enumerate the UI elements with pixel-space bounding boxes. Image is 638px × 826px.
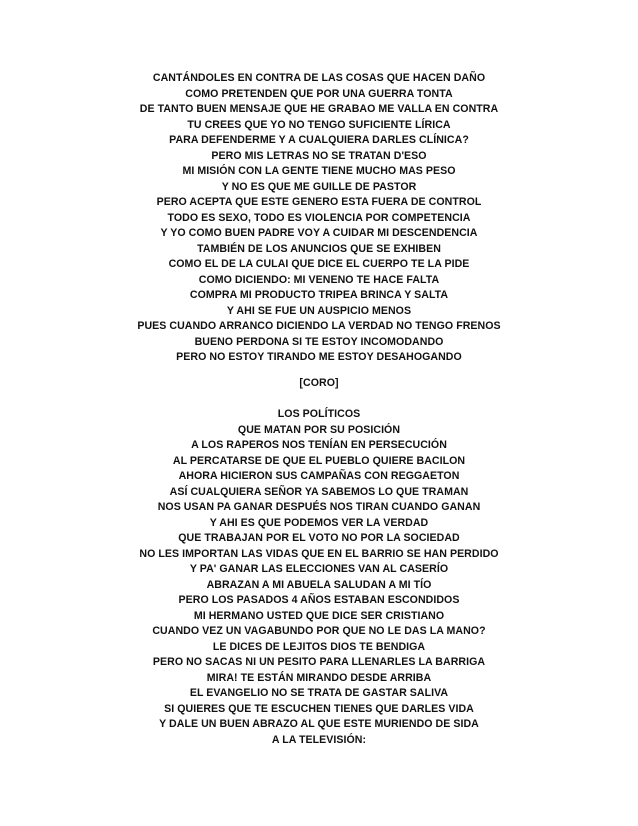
lyric-line: LOS POLÍTICOS xyxy=(277,408,361,420)
lyric-line: A LOS RAPEROS NOS TENÍAN EN PERSECUCIÓN xyxy=(191,439,447,451)
lyric-line: Y YO COMO BUEN PADRE VOY A CUIDAR MI DESCENDENCIA xyxy=(160,227,478,239)
lyric-line: NOS USAN PA GANAR DESPUÉS NOS TIRAN CUANDO GANAN xyxy=(157,501,481,513)
lyric-line: PERO NO ESTOY TIRANDO ME ESTOY DESAHOGANDO xyxy=(176,351,462,363)
lyric-line: QUE MATAN POR SU POSICIÓN xyxy=(237,423,401,436)
lyric-line: A LA TELEVISIÓN: xyxy=(271,733,367,746)
lyric-line: COMO PRETENDEN QUE POR UNA GUERRA TONTA xyxy=(185,87,453,100)
verse-block xyxy=(60,71,578,366)
lyric-line: COMO DICIENDO: MI VENENO TE HACE FALTA xyxy=(198,273,440,286)
lyric-line: TODO ES SEXO, TODO ES VIOLENCIA POR COMPETENCIA xyxy=(167,211,471,224)
lyric-line: ABRAZAN A MI ABUELA SALUDAN A MI TÍO xyxy=(206,578,432,591)
lyric-line: Y AHI ES QUE PODEMOS VER LA VERDAD xyxy=(209,516,429,529)
lyric-line: MI HERMANO USTED QUE DICE SER CRISTIANO xyxy=(193,609,445,622)
lyric-line: CUANDO VEZ UN VAGABUNDO POR QUE NO LE DAS LA MANO? xyxy=(152,625,486,637)
lyric-line: ASÍ CUALQUIERA SEÑOR YA SABEMOS LO QUE TRAMAN xyxy=(169,485,469,498)
lyric-line: Y DALE UN BUEN ABRAZO AL QUE ESTE MURIENDO DE SIDA xyxy=(159,718,479,730)
lyric-line: PERO MIS LETRAS NO SE TRATAN D'ESO xyxy=(211,149,427,162)
lyric-line: PUES CUANDO ARRANCO DICIENDO LA VERDAD NO TENGO FRENOS xyxy=(137,320,501,332)
lyric-line: MIRA! TE ESTÁN MIRANDO DESDE ARRIBA xyxy=(206,671,432,684)
lyric-line: Y NO ES QUE ME GUILLE DE PASTOR xyxy=(221,180,417,193)
lyric-line: PERO LOS PASADOS 4 AÑOS ESTABAN ESCONDIDOS xyxy=(178,594,460,606)
lyric-line: COMPRA MI PRODUCTO TRIPEA BRINCA Y SALTA xyxy=(189,289,449,301)
lyric-line: PERO ACEPTA QUE ESTE GENERO ESTA FUERA DE CONTROL xyxy=(156,196,482,208)
lyric-line: COMO EL DE LA CULAI QUE DICE EL CUERPO TE LA PIDE xyxy=(168,258,470,270)
lyric-line: SI QUIERES QUE TE ESCUCHEN TIENES QUE DARLES VIDA xyxy=(164,702,474,715)
lyric-line: LE DICES DE LEJITOS DIOS TE BENDIGA xyxy=(212,640,426,653)
lyric-line: DE TANTO BUEN MENSAJE QUE HE GRABAO ME VALLA EN CONTRA xyxy=(139,103,499,115)
lyric-line: AHORA HICIERON SUS CAMPAÑAS CON REGGAETON xyxy=(178,470,460,482)
lyric-line: CANTÁNDOLES EN CONTRA DE LAS COSAS QUE HACEN DAÑO xyxy=(152,72,486,84)
lyric-line: AL PERCATARSE DE QUE EL PUEBLO QUIERE BACILON xyxy=(172,454,466,467)
lyric-line: MI MISIÓN CON LA GENTE TIENE MUCHO MAS PESO xyxy=(182,165,456,177)
lyric-line: EL EVANGELIO NO SE TRATA DE GASTAR SALIVA xyxy=(189,687,449,699)
lyric-line: NO LES IMPORTAN LAS VIDAS QUE EN EL BARRIO SE HAN PERDIDO xyxy=(139,547,499,560)
lyric-line: [CORO] xyxy=(299,377,339,389)
chorus-marker-block xyxy=(60,376,578,392)
lyric-line: PERO NO SACAS NI UN PESITO PARA LLENARLES LA BARRIGA xyxy=(152,656,486,668)
lyric-line: Y AHI SE FUE UN AUSPICIO MENOS xyxy=(226,304,412,317)
lyric-line: PARA DEFENDERME Y A CUALQUIERA DARLES CLÍNICA? xyxy=(169,134,469,146)
verse-block xyxy=(60,407,578,748)
lyric-line: BUENO PERDONA SI TE ESTOY INCOMODANDO xyxy=(194,335,444,348)
lyric-line: Y PA' GANAR LAS ELECCIONES VAN AL CASERÍO xyxy=(189,563,449,575)
lyric-line: QUE TRABAJAN POR EL VOTO NO POR LA SOCIEDAD xyxy=(178,532,460,544)
lyric-line: TU CREES QUE YO NO TENGO SUFICIENTE LÍRICA xyxy=(187,118,451,131)
lyric-line: TAMBIÉN DE LOS ANUNCIOS QUE SE EXHIBEN xyxy=(197,242,441,255)
